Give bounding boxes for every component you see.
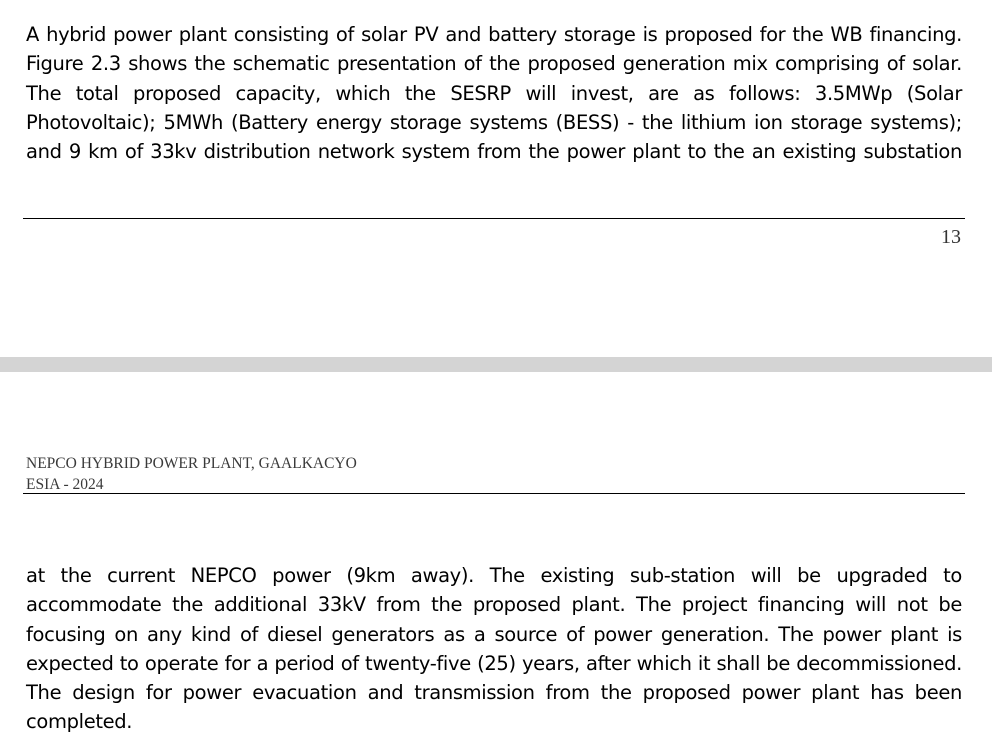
document-page-lower (0, 372, 992, 736)
running-header-title: NEPCO HYBRID POWER PLANT, GAALKACYO (26, 455, 357, 472)
body-paragraph-upper: A hybrid power plant consisting of solar PV and battery storage is proposed for the WB financing. Figure 2.3 shows the schematic presentation of the proposed generation mix comprising of solar. The total proposed capacity, which the SESRP will invest, are as follows: 3.5MWp (Solar Photovoltaic); 5MWh (Battery energy storage systems (BESS) - the lithium ion storage systems); and 9 km of 33kv distribution network system from the power plant to the an existing substation (26, 23, 962, 164)
body-paragraph-lower: at the current NEPCO power (9km away). The existing sub-station will be upgraded to accommodate the additional 33kV from the proposed plant. The project financing will not be focusing on any kind of diesel generators as a source of power generation. The power plant is expected to operate for a period of twenty-five (25) years, after which it shall be decommissioned. The design for power evacuation and transmission from the proposed power plant has been completed. (26, 564, 962, 734)
running-header (26, 453, 357, 495)
page-number: 13 (941, 226, 961, 248)
header-divider (23, 493, 965, 494)
page-break-separator (0, 357, 992, 372)
document-page-upper (0, 0, 992, 357)
running-header-subtitle: ESIA - 2024 (26, 476, 104, 493)
footer-divider (23, 218, 965, 219)
